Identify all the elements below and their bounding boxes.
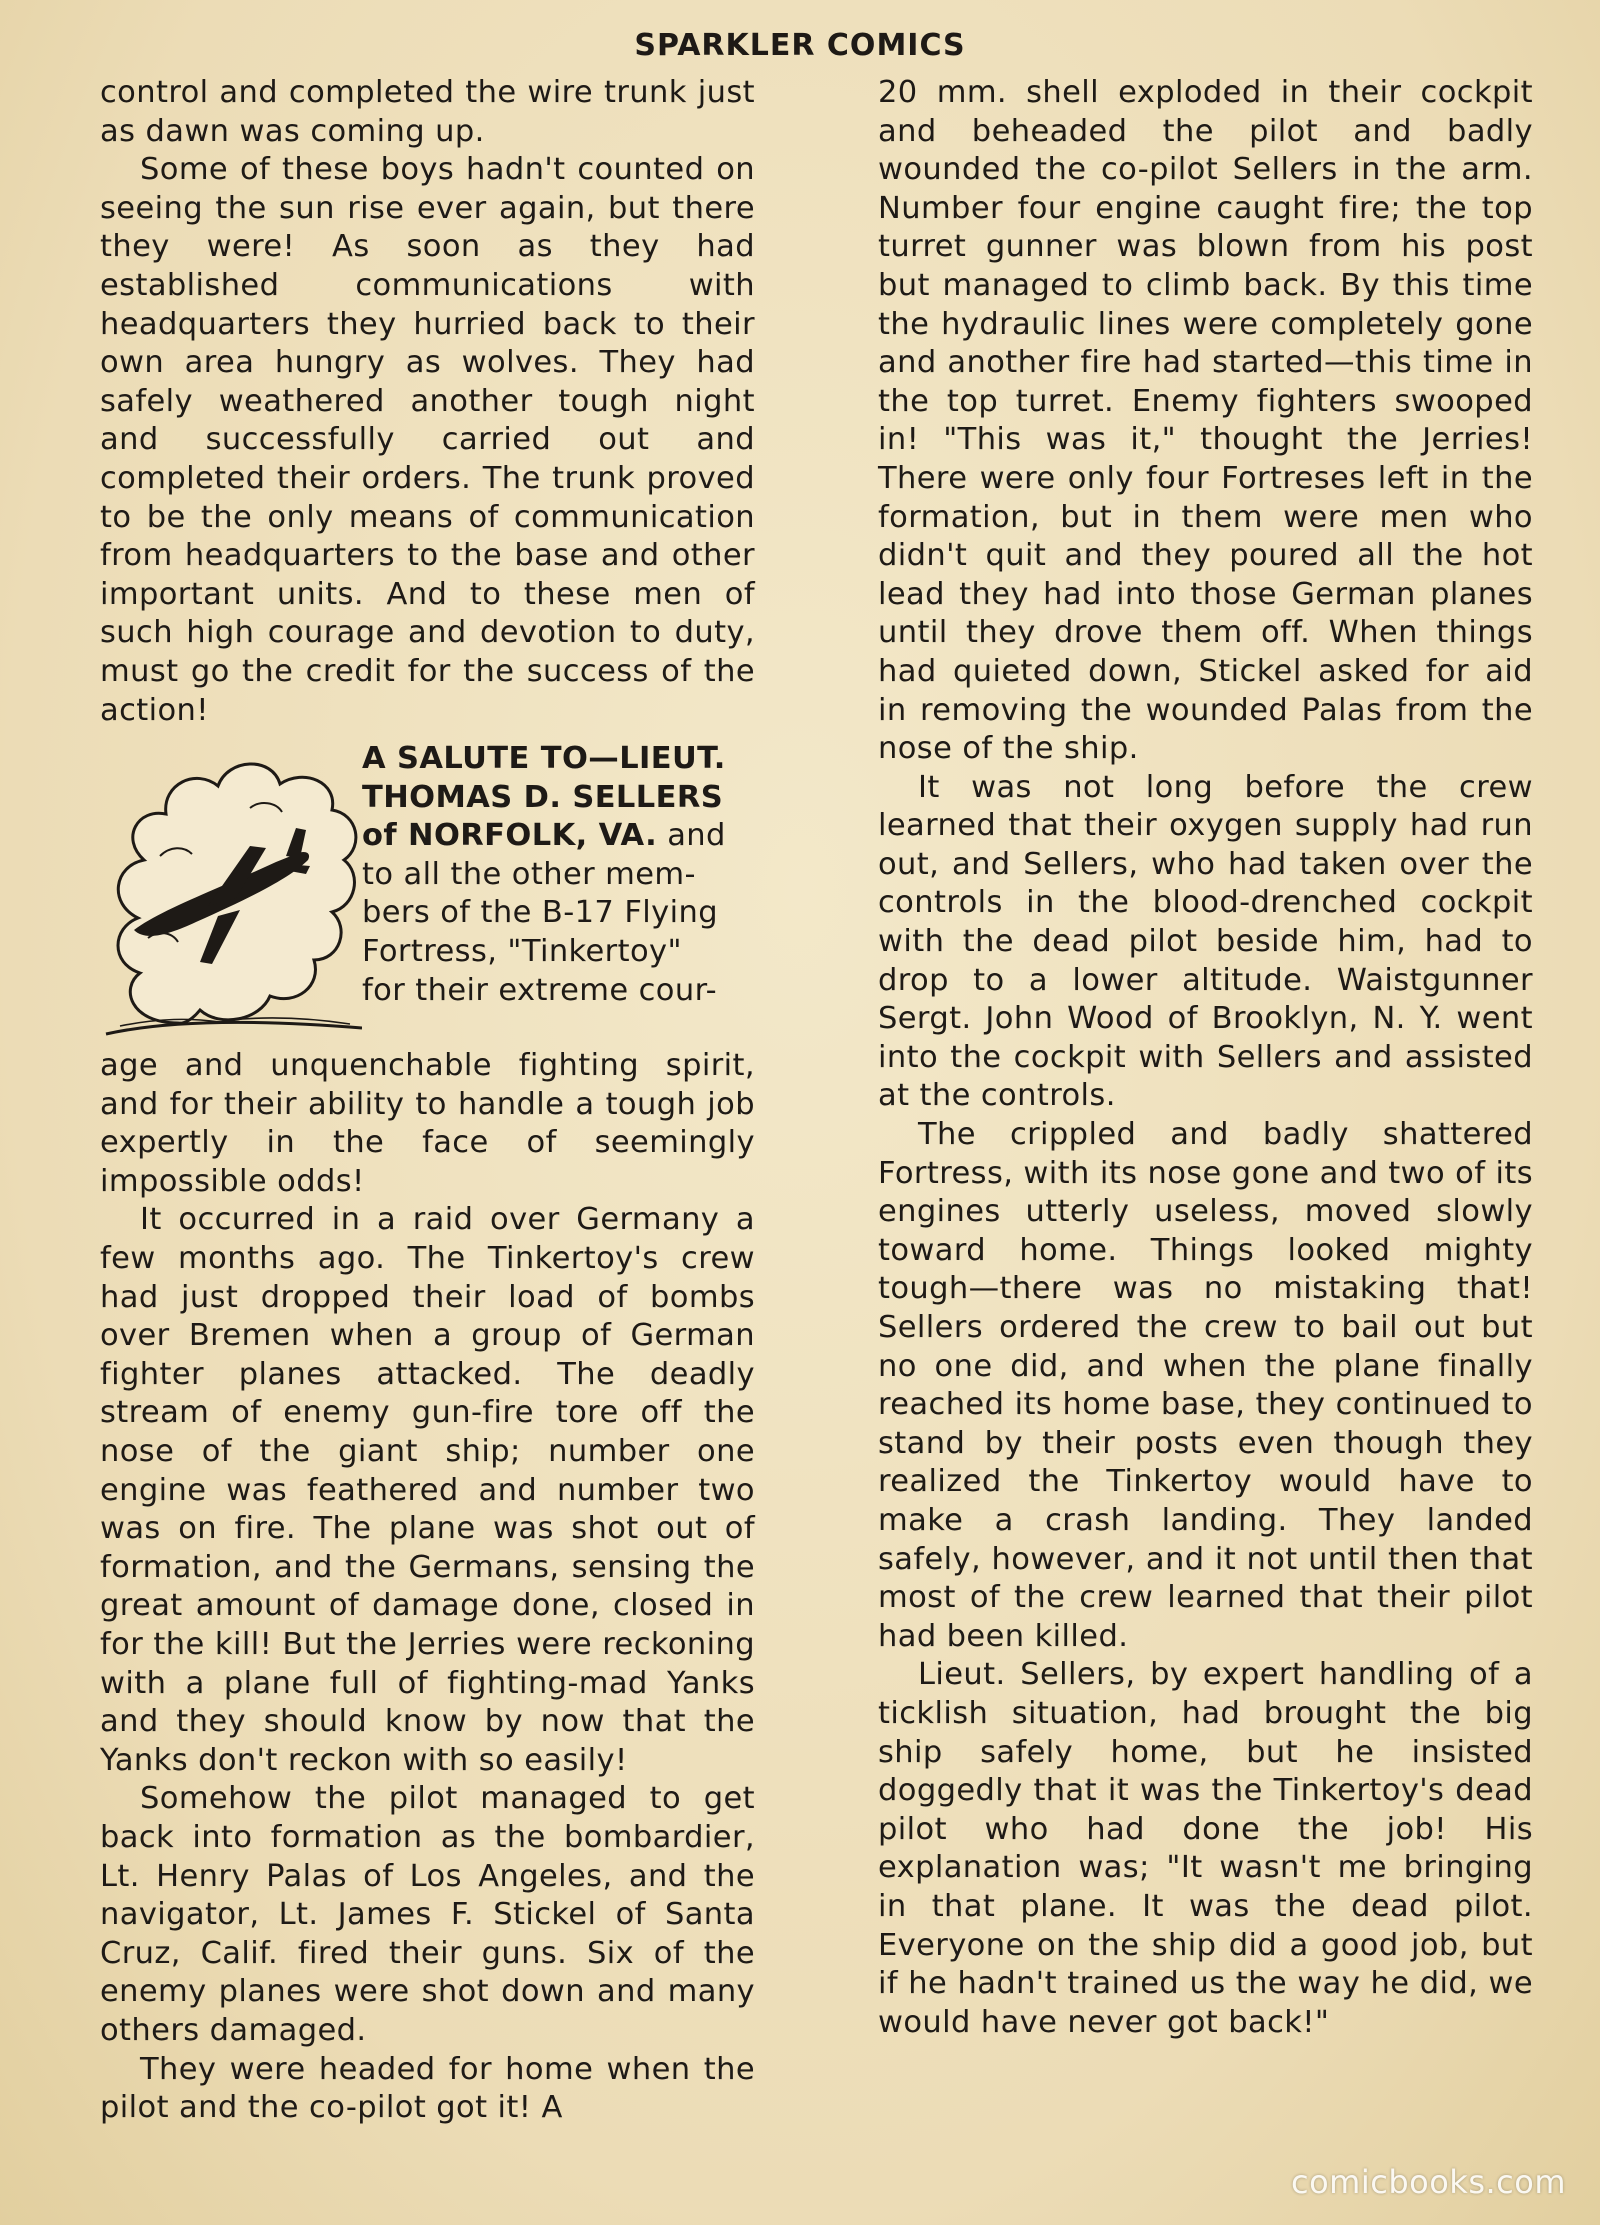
salute-line-2: THOMAS D. SELLERS	[362, 779, 724, 815]
left-paragraph-4: Somehow the pilot managed to get back into formation as the bombardier, Lt. Henry Palas of Los Angeles, and the navigator, Lt. James F. Stickel of Santa Cruz, Calif. fired their guns. Six of the enemy planes were shot down and many others damaged.	[100, 1781, 755, 2048]
salute-box	[100, 738, 755, 1047]
salute-line-1: A SALUTE TO—LIEUT.	[362, 741, 726, 777]
salute-line-6: Fortress, "Tinkertoy"	[362, 934, 682, 970]
salute-tail-paragraph: age and unquenchable fighting spirit, and for their ability to handle a tough job expertly in the face of seemingly impossible odds!	[100, 1048, 755, 1199]
right-paragraph-3: The crippled and badly shattered Fortress, with its nose gone and two of its engines utterly useless, moved slowly toward home. Things looked mighty tough—there was no mistaking that! Sellers ordered the crew to bail out but no one did, and when the plane finally reached its home base, they continued to stand by their posts even though they realized the Tinkertoy would have to make a crash landing. They landed safely, however, and it not until then that most of the crew learned that their pilot had been killed.	[878, 1117, 1533, 1654]
left-text-column	[100, 74, 755, 2128]
left-paragraph-1: control and completed the wire trunk just as dawn was coming up.	[100, 75, 755, 149]
salute-line-5: bers of the B-17 Flying	[362, 895, 718, 931]
right-paragraph-2: It was not long before the crew learned that their oxygen supply had run out, and Sellers, who had taken over the controls in the blood-drenched cockpit with the dead pilot beside him, had to drop to a lower altitude. Waistgunner Sergt. John Wood of Brooklyn, N. Y. went into the cockpit with Sellers and assisted at the controls.	[878, 769, 1533, 1114]
salute-line-4: to all the other mem-	[362, 856, 696, 892]
watermark-text: comicbooks.com	[1290, 2163, 1566, 2201]
salute-line-3: of NORFOLK, VA.	[362, 818, 658, 854]
left-paragraph-5: They were headed for home when the pilot and the co-pilot got it! A	[100, 2051, 755, 2126]
salute-heading-block	[362, 740, 755, 1010]
right-paragraph-1: 20 mm. shell exploded in their cockpit and beheaded the pilot and badly wounded the co-pilot Sellers in the arm. Number four engine caught fire; the top turret gunner was blown from his post but managed to climb back. By this time the hydraulic lines were completely gone and another fire had started—this time in the top turret. Enemy fighters swooped in! "This was it," thought the Jerries! There were only four Fortreses left in the formation, but in them were men who didn't quit and they poured all the hot lead they had into those German planes until they drove them off. When things had quieted down, Stickel asked for aid in removing the wounded Palas from the nose of the ship.	[878, 75, 1533, 767]
right-paragraph-4: Lieut. Sellers, by expert handling of a ticklish situation, had brought the big ship safely home, but he insisted doggedly that it was the Tinkertoy's dead pilot who had done the job! His explanation was; "It wasn't me bringing in that plane. It was the dead pilot. Everyone on the ship did a good job, but if he hadn't trained us the way he did, we would have never got back!"	[878, 1657, 1533, 2040]
salute-line-7: for their extreme cour-	[362, 972, 717, 1008]
salute-line-3-tail: and	[657, 818, 726, 854]
page-header-title: SPARKLER COMICS	[634, 28, 966, 63]
right-text-column	[878, 74, 1533, 2042]
left-paragraph-2: Some of these boys hadn't counted on seeing the sun rise ever again, but there they were! As soon as they had established communications with headquarters they hurried back to their own area hungry as wolves. They had safely weathered another tough night and successfully carried out and completed their orders. The trunk proved to be the only means of communication from headquarters to the base and other important units. And to these men of such high courage and devotion to duty, must go the credit for the success of the action!	[100, 152, 755, 728]
left-paragraph-3: It occurred in a raid over Germany a few months ago. The Tinkertoy's crew had just dropped their load of bombs over Bremen when a group of German fighter planes attacked. The deadly stream of enemy gun-fire tore off the nose of the giant ship; number one engine was feathered and number two was on fire. The plane was shot out of formation, and the Germans, sensing the great amount of damage done, closed in for the kill! But the Jerries were reckoning with a plane full of fighting-mad Yanks and they should know by now that the Yanks don't reckon with so easily!	[100, 1202, 755, 1778]
bomber-plane-in-cloud-icon	[100, 738, 362, 1038]
